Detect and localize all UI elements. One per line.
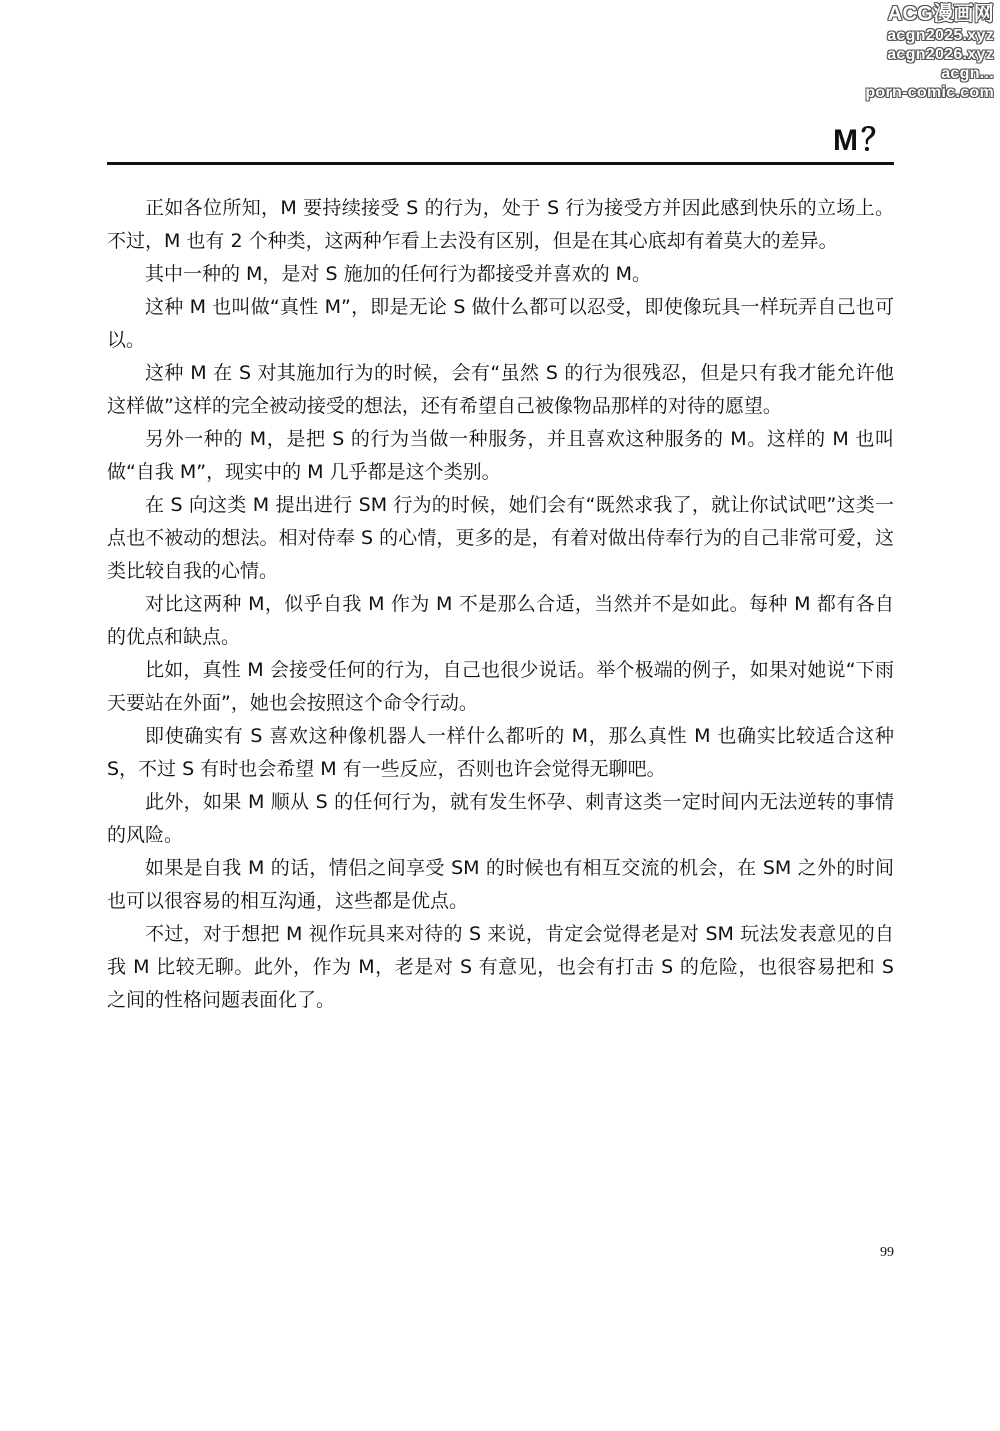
body-text (107, 192, 894, 1017)
paragraph: 在 S 向这类 M 提出进行 SM 行为的时候，她们会有“既然求我了，就让你试试吧”这类一点也不被动的想法。相对侍奉 S 的心情，更多的是，有着对做出侍奉行为的自己非常可爱，这类比较自我的心情。 (107, 494, 894, 582)
paragraph: 此外，如果 M 顺从 S 的任何行为，就有发生怀孕、刺青这类一定时间内无法逆转的事情的风险。 (107, 791, 894, 846)
watermark-url: acgn2026.xyz (887, 46, 994, 63)
paragraph: 这种 M 在 S 对其施加行为的时候，会有“虽然 S 的行为很残忍，但是只有我才能允许他这样做”这样的完全被动接受的想法，还有希望自己被像物品那样的对待的愿望。 (107, 362, 894, 417)
paragraph: 另外一种的 M，是把 S 的行为当做一种服务，并且喜欢这种服务的 M。这样的 M 也叫做“自我 M”，现实中的 M 几乎都是这个类别。 (107, 428, 894, 483)
page-title: M？ (833, 124, 894, 157)
paragraph: 这种 M 也叫做“真性 M”，即是无论 S 做什么都可以忍受，即使像玩具一样玩弄自己也可以。 (107, 296, 894, 351)
paragraph: 不过，对于想把 M 视作玩具来对待的 S 来说，肯定会觉得老是对 SM 玩法发表意见的自我 M 比较无聊。此外，作为 M，老是对 S 有意见，也会有打击 S 的危险，也很容易把和 S 之间的性格问题表面化了。 (107, 923, 894, 1011)
paragraph: 比如，真性 M 会接受任何的行为，自己也很少说话。举个极端的例子，如果对她说“下雨天要站在外面”，她也会按照这个命令行动。 (107, 659, 894, 714)
watermark-url: acgn2025.xyz (887, 27, 994, 44)
paragraph: 正如各位所知，M 要持续接受 S 的行为，处于 S 行为接受方并因此感到快乐的立场上。不过，M 也有 2 个种类，这两种乍看上去没有区别，但是在其心底却有着莫大的差异。 (107, 197, 894, 252)
watermark-url: porn-comic.com (865, 84, 994, 101)
page-header (107, 118, 894, 165)
watermark-url: acgn... (941, 65, 994, 82)
paragraph: 如果是自我 M 的话，情侣之间享受 SM 的时候也有相互交流的机会，在 SM 之外的时间也可以很容易的相互沟通，这些都是优点。 (107, 857, 894, 912)
page-number: 99 (880, 1245, 894, 1260)
paragraph: 即使确实有 S 喜欢这种像机器人一样什么都听的 M，那么真性 M 也确实比较适合这种 S，不过 S 有时也会希望 M 有一些反应，否则也许会觉得无聊吧。 (107, 725, 894, 780)
paragraph: 其中一种的 M，是对 S 施加的任何行为都接受并喜欢的 M。 (145, 263, 652, 285)
watermark-brand: ACG漫画网 (887, 3, 994, 25)
watermark (844, 2, 994, 102)
paragraph: 对比这两种 M，似乎自我 M 作为 M 不是那么合适，当然并不是如此。每种 M 都有各自的优点和缺点。 (107, 593, 894, 648)
